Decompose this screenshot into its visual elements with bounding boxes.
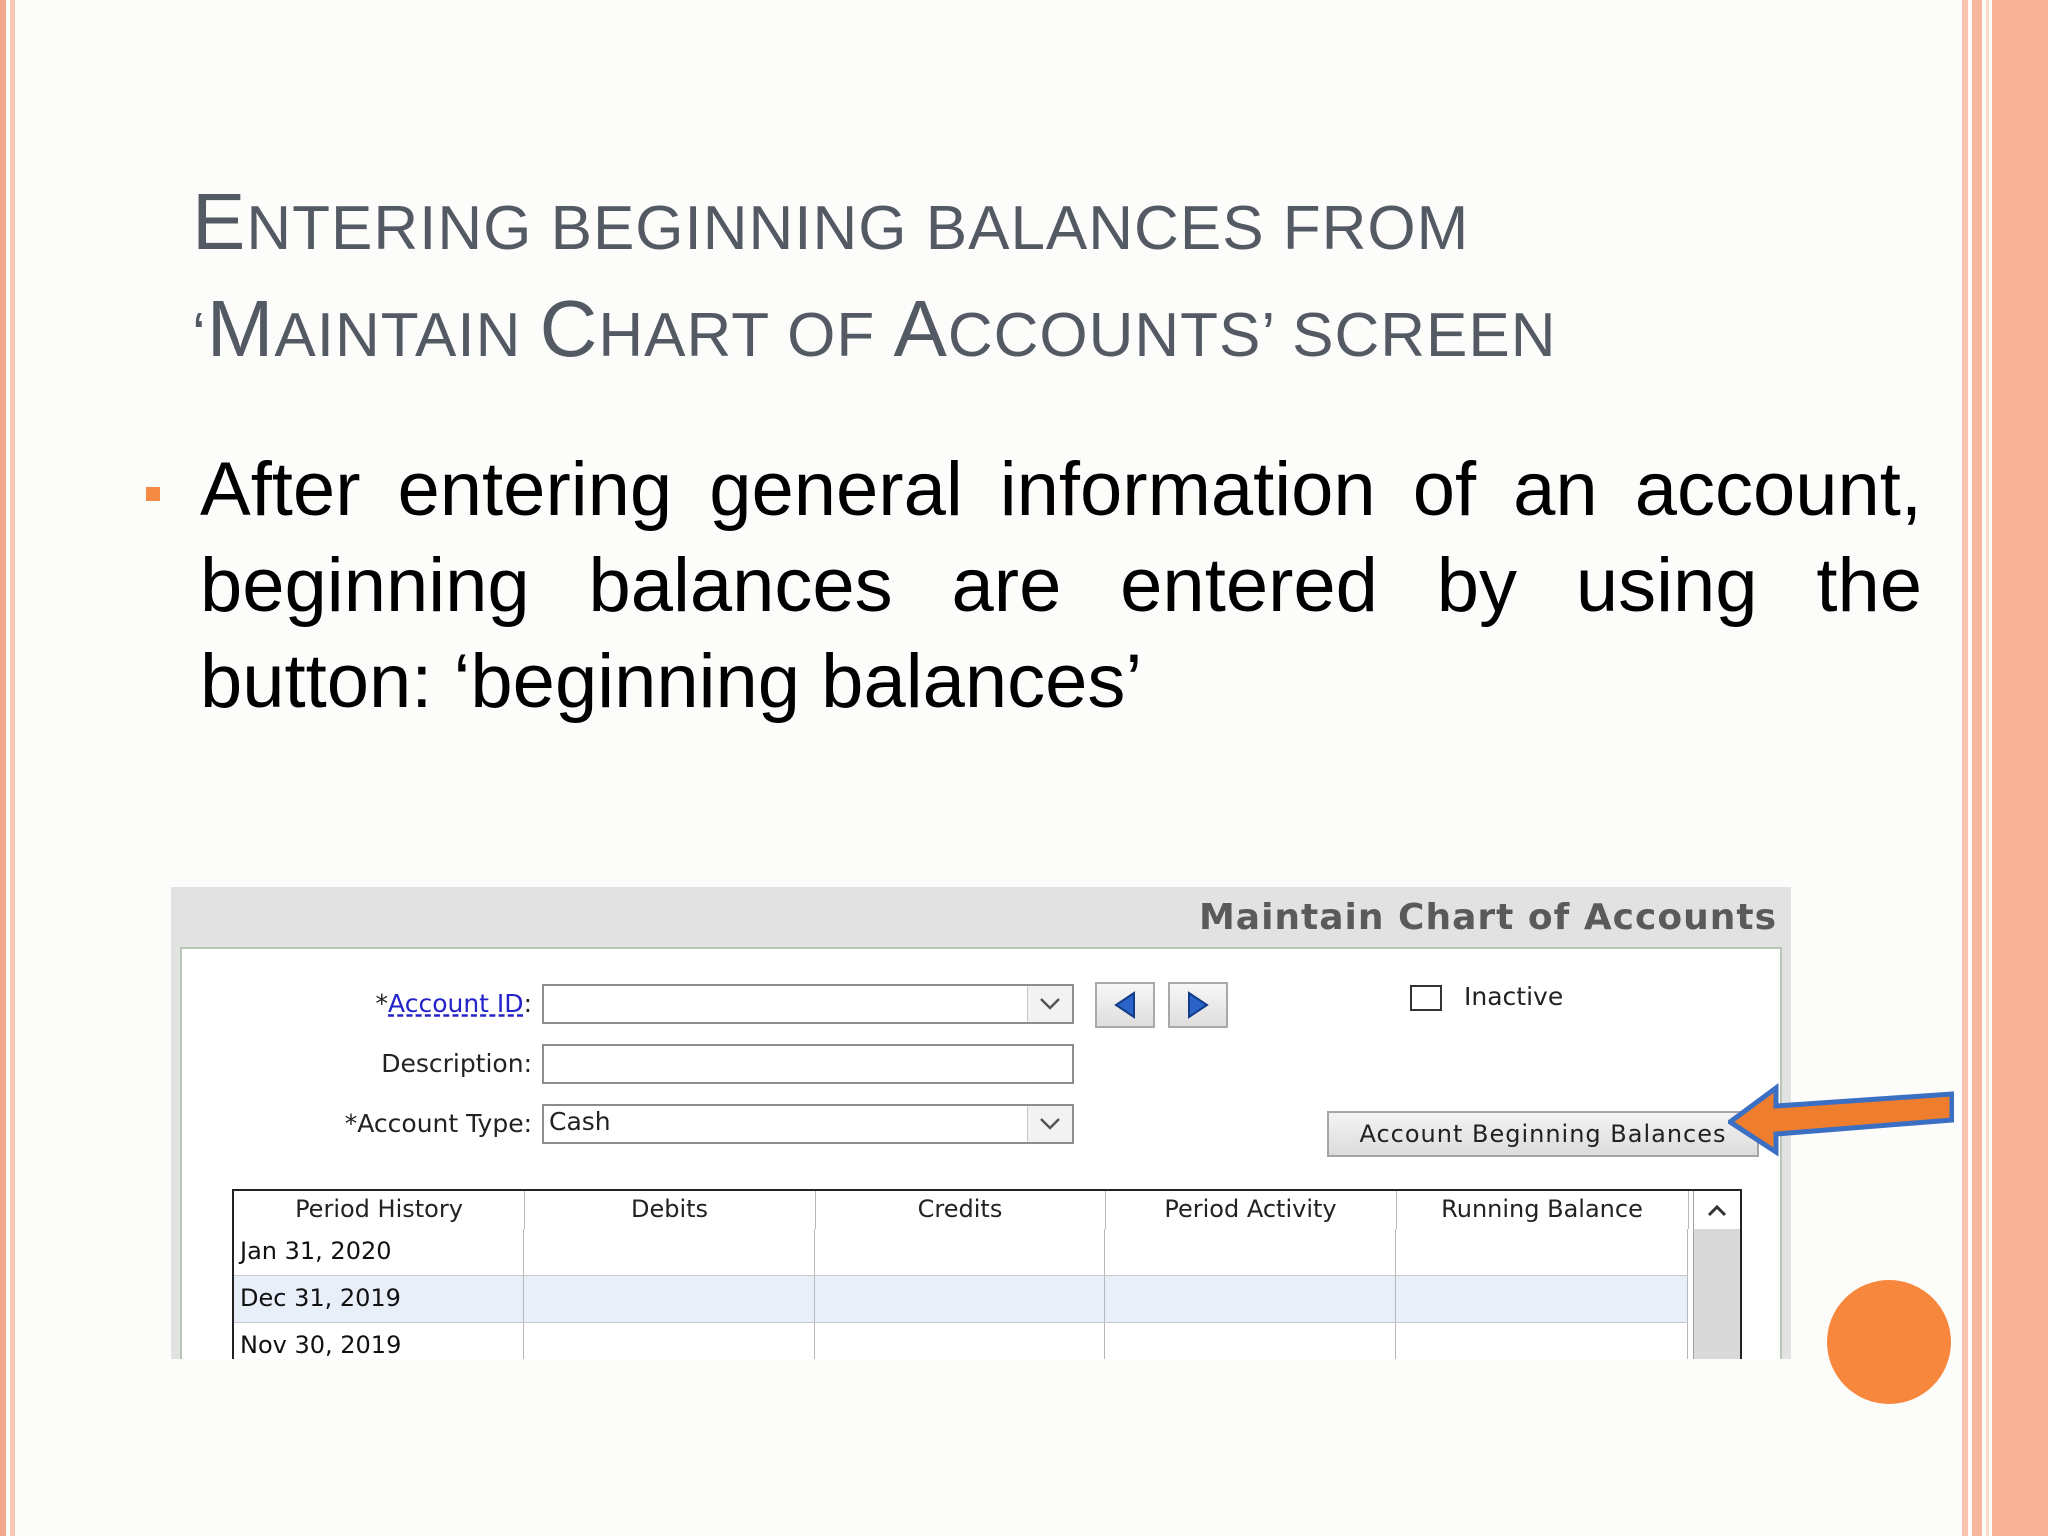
chevron-up-icon (1706, 1203, 1728, 1217)
right-border-line (1986, 0, 1989, 1536)
account-type-label: *Account Type: (344, 1109, 532, 1138)
previous-record-button[interactable] (1095, 982, 1155, 1028)
table-row[interactable] (234, 1229, 1688, 1276)
bullet-text: After entering general information of an account, beginning balances are entered by using the button: ‘beginning balances’ (200, 447, 1922, 724)
account-id-label: *Account ID: (375, 989, 532, 1018)
period-activity-cell[interactable] (1105, 1323, 1396, 1359)
period-cell[interactable]: Nov 30, 2019 (234, 1323, 524, 1359)
next-record-button[interactable] (1168, 982, 1228, 1028)
credits-cell[interactable] (815, 1323, 1105, 1359)
left-border (0, 0, 6, 1536)
period-cell[interactable]: Dec 31, 2019 (234, 1276, 524, 1322)
account-id-dropdown-button[interactable] (1027, 986, 1072, 1022)
bullet-square-icon (146, 487, 160, 501)
left-border-inner (10, 0, 15, 1536)
column-header[interactable]: Running Balance (1396, 1191, 1689, 1229)
chevron-down-icon (1039, 997, 1061, 1011)
scroll-up-button[interactable] (1694, 1191, 1740, 1229)
running-balance-cell[interactable] (1396, 1276, 1688, 1322)
description-label: Description: (381, 1049, 532, 1078)
arrow-pointer-icon (1728, 1082, 1954, 1162)
period-activity-cell[interactable] (1105, 1276, 1396, 1322)
triangle-right-icon (1185, 991, 1211, 1019)
account-type-value: Cash (549, 1107, 611, 1136)
window-title: Maintain Chart of Accounts (1198, 897, 1777, 938)
column-header[interactable]: Period Activity (1105, 1191, 1397, 1229)
running-balance-cell[interactable] (1396, 1229, 1688, 1275)
triangle-left-icon (1112, 991, 1138, 1019)
column-header[interactable]: Debits (524, 1191, 816, 1229)
decorative-orange-circle (1827, 1280, 1951, 1404)
slide-title-line2: ‘MAINTAIN CHART OF ACCOUNTS’ SCREEN (192, 284, 1557, 373)
period-cell[interactable]: Jan 31, 2020 (234, 1229, 524, 1275)
column-header[interactable]: Credits (815, 1191, 1106, 1229)
account-type-dropdown-button[interactable] (1027, 1106, 1072, 1142)
account-panel (180, 947, 1782, 1359)
inactive-checkbox[interactable] (1410, 985, 1442, 1011)
account-type-select[interactable] (542, 1104, 1074, 1144)
inactive-label: Inactive (1464, 982, 1564, 1011)
debits-cell[interactable] (524, 1276, 815, 1322)
slide-title (192, 172, 1752, 386)
column-header[interactable]: Period History (234, 1191, 525, 1229)
account-id-combobox[interactable] (542, 984, 1074, 1024)
slide-title-line1: ENTERING BEGINNING BALANCES FROM (192, 177, 1470, 266)
credits-cell[interactable] (815, 1229, 1105, 1275)
description-input[interactable] (542, 1044, 1074, 1084)
period-activity-cell[interactable] (1105, 1229, 1396, 1275)
running-balance-cell[interactable] (1396, 1323, 1688, 1359)
grid-scrollbar[interactable] (1693, 1191, 1740, 1359)
account-id-link[interactable]: Account ID (388, 989, 524, 1018)
debits-cell[interactable] (524, 1229, 815, 1275)
table-row[interactable] (234, 1323, 1688, 1359)
maintain-chart-of-accounts-window (171, 887, 1791, 1359)
table-row[interactable] (234, 1276, 1688, 1323)
credits-cell[interactable] (815, 1276, 1105, 1322)
right-border-stripes (1958, 0, 2048, 1536)
account-beginning-balances-button[interactable]: Account Beginning Balances (1327, 1111, 1759, 1157)
debits-cell[interactable] (524, 1323, 815, 1359)
period-history-grid (232, 1189, 1742, 1359)
chevron-down-icon (1039, 1117, 1061, 1131)
